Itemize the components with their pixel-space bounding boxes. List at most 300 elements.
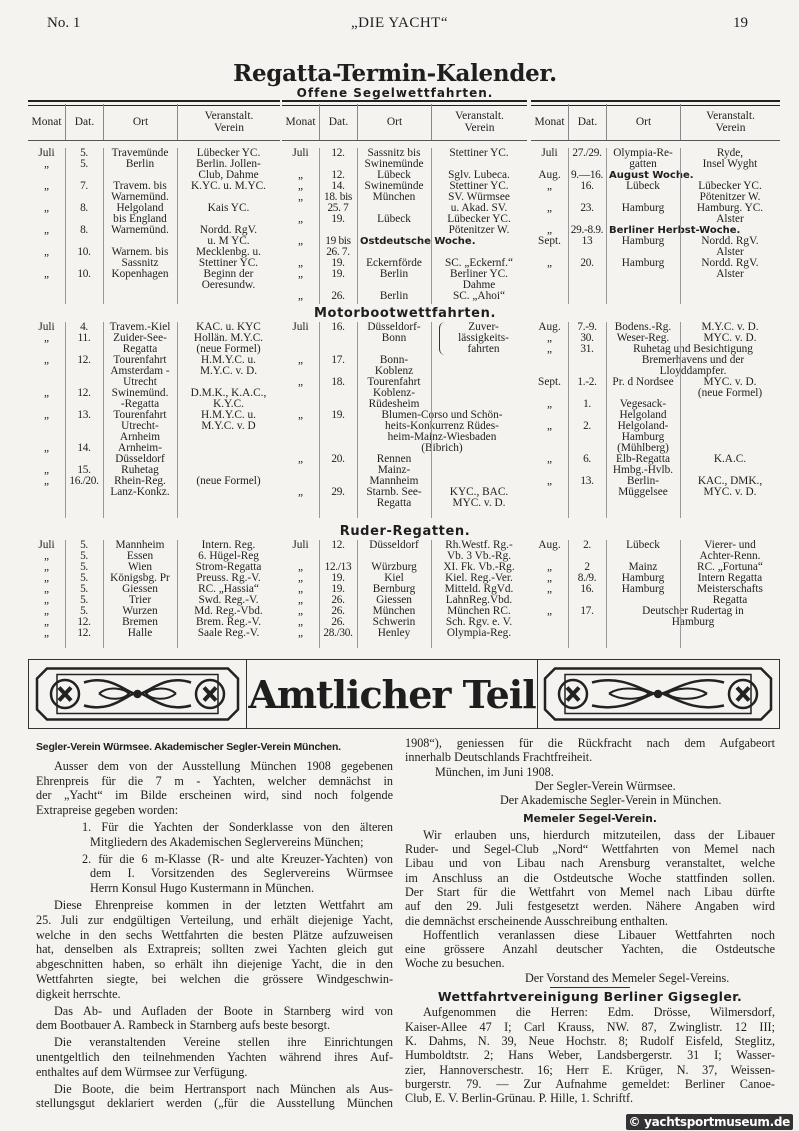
cell-verein: M.Y.C. v. D. xyxy=(701,322,759,333)
cell-datum: 12. xyxy=(77,388,91,399)
cell-ort: Arnheim- Düsseldorf xyxy=(115,443,165,465)
cell-monat: „ xyxy=(297,595,303,606)
header-monat: Monat xyxy=(31,116,62,128)
cell-datum: 5. xyxy=(80,584,88,595)
text-line: Ausser dem von der Ausstellung München 1908 gegebenen xyxy=(54,758,393,773)
cell-verein: Nordd. RgV. Alster xyxy=(701,258,759,280)
cell-verein xyxy=(431,454,527,487)
cell-ort: Königsbg. Pr xyxy=(110,573,170,584)
article-heading: Memeler Segel-Verein. xyxy=(523,813,657,826)
cell-datum: 8. xyxy=(80,203,88,214)
table-header-row xyxy=(28,104,280,141)
text-line: stellungsgut deklariert werden („für die Ausstellung München xyxy=(36,1096,393,1111)
cell-datum: 30. xyxy=(580,333,594,344)
cell-monat: „ xyxy=(297,269,303,280)
cell-ort: Ruhetag xyxy=(121,465,159,476)
cell-datum: 5. xyxy=(80,595,88,606)
column-divider xyxy=(680,148,681,304)
cell-ort: Lübeck xyxy=(626,181,660,192)
cell-verein xyxy=(177,443,280,465)
cell-datum: 19. xyxy=(331,214,345,225)
cell-monat: „ xyxy=(297,236,303,247)
cell-ort: Kopenhagen xyxy=(111,269,169,280)
cell-verein: RC. „Fortuna“ xyxy=(697,562,763,573)
cell-ort: Berlin xyxy=(125,159,155,170)
cell-ort: Tourenfahrt Amsterdam - Utrecht xyxy=(110,355,170,388)
column-divider xyxy=(357,322,358,518)
text-line: Ehrenpreis für die 7 m - Yachten, welcher demnächst in xyxy=(36,773,393,788)
text-line: Diese Ehrenpreise kommen in der letzten Wettfahrt am xyxy=(54,897,393,912)
text-line: im Anschluss an die Ostdeutsche Woche stattfinden sollen. xyxy=(405,870,775,885)
text-line: Hoffentlich veranlassen diese Libauer Wettfahrten noch xyxy=(423,927,775,942)
journal-title: „DIE YACHT“ xyxy=(350,15,448,31)
cell-datum: 12. xyxy=(77,628,91,639)
cell-monat: „ xyxy=(297,291,303,302)
cell-verein xyxy=(680,421,780,454)
cell-monat: Juli xyxy=(292,322,309,333)
cell-ort: Sassnitz bis Swinemünde xyxy=(364,148,424,170)
cell-monat: Aug. xyxy=(538,540,561,551)
cell-monat: „ xyxy=(297,487,303,498)
cell-datum: 16./20. xyxy=(69,476,99,487)
text-line: burgerstr. 79. — Zur Aufnahme gemeldet: Berliner Canoe- xyxy=(405,1076,775,1091)
cell-ort: Helgoland bis England xyxy=(113,203,167,225)
cell-ort: Düsseldorf- Bonn xyxy=(367,322,421,344)
cell-monat: „ xyxy=(546,421,552,432)
paragraph xyxy=(405,1005,775,1105)
text-line: Der Segler-Verein Würmsee. xyxy=(535,778,676,793)
cell-monat: „ xyxy=(546,454,552,465)
cell-datum: 17. xyxy=(580,606,594,617)
header-verein: Veranstalt. Verein xyxy=(177,104,280,140)
cell-datum: 2 xyxy=(584,562,590,573)
cell-datum: 14. xyxy=(77,443,91,454)
text-line: Woche zu besuchen. xyxy=(405,956,505,971)
cell-datum: 19 bis 26. 7. xyxy=(325,236,351,258)
cell-ort: Würzburg xyxy=(371,562,417,573)
cell-monat: „ xyxy=(43,606,49,617)
paragraph xyxy=(36,1035,393,1079)
cell-monat: „ xyxy=(43,595,49,606)
paragraph xyxy=(36,759,393,818)
cell-monat: „ xyxy=(43,181,49,192)
cell-monat: „ xyxy=(297,584,303,595)
cell-monat: „ xyxy=(43,355,49,366)
cell-datum: 13. xyxy=(77,410,91,421)
cell-datum: 18. xyxy=(331,377,345,388)
calendar-title: Regatta-Termin-Kalender. xyxy=(233,60,557,87)
cell-datum: 5. xyxy=(80,573,88,584)
cell-ort: Henley xyxy=(377,628,411,639)
text-line: dem I. Vorsitzenden des Seglervereins Würmsee xyxy=(90,866,393,881)
cell-verein: Stettiner YC. xyxy=(449,181,509,192)
column-divider xyxy=(568,148,569,304)
divider-rule xyxy=(550,987,630,988)
cell-verein: Rh.Westf. Rg.- Vb. 3 Vb.-Rg. xyxy=(445,540,513,562)
cell-verein: Md. Reg.-Vbd. xyxy=(194,606,263,617)
cell-datum: 19. xyxy=(331,584,345,595)
cell-verein: K.YC. u. M.YC. xyxy=(190,181,266,192)
cell-verein: KAC., DMK., MYC. v. D. xyxy=(697,476,763,498)
cell-monat: „ xyxy=(43,628,49,639)
text-line: Extrapreise gegeben worden: xyxy=(36,803,179,818)
text-line: eine grössere Anzahl deutscher Yachten, die Ostdeutsche xyxy=(405,942,775,957)
cell-datum: 6. xyxy=(583,454,591,465)
text-line: Die Boote, die beim Hertransport nach München als Aus- xyxy=(54,1081,393,1096)
column-divider xyxy=(65,540,66,648)
cell-datum: 26. xyxy=(331,595,345,606)
cell-datum: 5. xyxy=(80,159,88,170)
text-line: Wir erlauben uns, hierdurch mitzuteilen, dass der Libauer xyxy=(423,827,775,842)
text-line: Herrn Konsul Hugo Kustermann in München. xyxy=(90,881,315,896)
column-divider xyxy=(680,540,681,648)
cell-monat: Aug. xyxy=(538,322,561,333)
column-divider xyxy=(65,322,66,518)
cell-datum: 29.-8.9. xyxy=(570,225,604,236)
cell-monat: „ xyxy=(43,584,49,595)
cell-monat: „ xyxy=(546,584,552,595)
cell-verein: Kiel. Reg.-Ver. xyxy=(445,573,513,584)
cell-datum: 9.—16. xyxy=(570,170,604,181)
cell-ort: Bremen xyxy=(122,617,158,628)
cell-datum: 27./29. xyxy=(572,148,602,159)
text-line: 2. für die 6 m-Klasse (R- und alte Kreuzer-Yachten) von xyxy=(82,851,393,866)
table-header-row xyxy=(282,104,527,141)
cell-verein: Saale Reg.-V. xyxy=(197,628,260,639)
cell-datum: 8. xyxy=(80,225,88,236)
cell-ort: Trier xyxy=(128,595,152,606)
cell-ort: Olympia-Re- gatten xyxy=(613,148,673,170)
cell-ort: München xyxy=(372,192,416,203)
cell-ort: Travemünde xyxy=(111,148,169,159)
cell-ort: Berlin xyxy=(379,269,409,280)
cell-verein: Mitteld. RgVd. xyxy=(444,584,514,595)
cell-monat: Sept. xyxy=(538,236,561,247)
cell-datum: 12. xyxy=(77,355,91,366)
cell-datum: 31. xyxy=(580,344,594,355)
article-column-right xyxy=(405,736,775,1105)
text-line: Der Vorstand des Memeler Segel-Vereins. xyxy=(525,970,730,985)
cell-verein: Strom-Regatta xyxy=(195,562,262,573)
cell-datum: 5. xyxy=(80,551,88,562)
text-line: K. Dahms, N. 39, Neue Hochstr. 8; Rudolf Eisfeld, Steglitz, xyxy=(405,1033,775,1048)
cell-ort: München xyxy=(372,606,416,617)
cell-verein: KYC., BAC. MYC. v. D. xyxy=(449,487,509,509)
cell-datum: 7. xyxy=(80,181,88,192)
cell-ort: Lübeck xyxy=(377,214,411,225)
cell-ort: Giessen xyxy=(122,584,158,595)
article-heading: Segler-Verein Würmsee. Akademischer Segler-Verein München. xyxy=(36,741,341,753)
ornament-right-icon xyxy=(537,660,779,728)
cell-verein: Nordd. RgV. u. M YC. xyxy=(199,225,258,247)
paragraph xyxy=(36,852,393,896)
cell-verein: MYC. v. D. xyxy=(703,333,757,344)
header-ort: Ort xyxy=(357,104,431,140)
cell-monat: Aug. xyxy=(538,170,561,181)
cell-monat: „ xyxy=(43,465,49,476)
cell-ort: Hamburg xyxy=(621,258,665,269)
text-line: welche in den sechs Wettfahrten die besten Plätze aufzuweisen xyxy=(36,927,393,942)
text-line: Libau und von Libau nach Arensburg veranstaltet, welche xyxy=(405,856,775,871)
cell-monat: Sept. xyxy=(538,377,561,388)
cell-datum: 12. xyxy=(77,617,91,628)
cell-monat: Juli xyxy=(38,148,55,159)
cell-verein: (neue Formel) xyxy=(196,476,261,487)
cell-ort: Wien xyxy=(127,562,152,573)
calendar-block xyxy=(28,540,280,648)
text-line: dem Bootbauer A. Rambeck in Starnberg aufs beste besorgt. xyxy=(36,1018,331,1033)
cell-ort: Vegesack- Helgoland xyxy=(619,399,667,421)
cell-ort: Mannheim xyxy=(115,540,165,551)
cell-datum: 13. xyxy=(580,476,594,487)
article-column-left xyxy=(36,738,393,1113)
section-heading: Motorbootwettfahrten. xyxy=(314,306,496,321)
column-divider xyxy=(357,148,358,304)
text-line: enthaltes auf dem Würmsee zur Verfügung. xyxy=(36,1064,248,1079)
cell-monat: „ xyxy=(43,388,49,399)
cell-ort: Bodens.-Rg. xyxy=(614,322,672,333)
cell-verein: Intern. Reg. xyxy=(201,540,256,551)
cell-event: Blumen-Corso und Schön- heits-Konkurrenz Rüdes- heim-Mainz-Wiesbaden (Bibrich) xyxy=(381,410,503,454)
cell-verein: SC. „Ahoi“ xyxy=(452,291,506,302)
cell-monat: „ xyxy=(43,159,49,170)
cell-verein: XI. Fk. Vb.-Rg. xyxy=(443,562,515,573)
cell-verein: LahnReg.Vbd. xyxy=(445,595,513,606)
cell-ort: Weser-Reg. xyxy=(616,333,670,344)
banner-title: Amtlicher Teil xyxy=(246,660,538,728)
cell-ort: Hamburg xyxy=(621,236,665,247)
cell-ort: Hamburg xyxy=(621,203,665,214)
cell-ort: Mainz xyxy=(628,562,658,573)
column-divider xyxy=(606,540,607,648)
cell-monat: „ xyxy=(546,258,552,269)
cell-datum: 16. xyxy=(580,584,594,595)
cell-datum: 19. xyxy=(331,410,345,421)
cell-monat: „ xyxy=(297,258,303,269)
cell-monat: „ xyxy=(297,606,303,617)
text-line: 25. Juli zur endgültigen Verteilung, und erhält diejenige Yacht, xyxy=(36,912,393,927)
cell-ort: Hamburg xyxy=(621,584,665,595)
cell-ort: Swinemünde xyxy=(364,181,424,192)
cell-verein: Mecklenbg. u. Stettiner YC. xyxy=(196,247,261,269)
cell-ort: Wurzen xyxy=(122,606,158,617)
cell-datum: 12. xyxy=(331,148,345,159)
cell-ort: Zuider-See- Regatta xyxy=(113,333,167,355)
calendar-subtitle-text: Offene Segelwettfahrten. xyxy=(293,86,498,102)
cell-monat: „ xyxy=(297,214,303,225)
calendar-subtitle xyxy=(0,86,790,100)
cell-verein: Berlin. Jollen- Club, Dahme xyxy=(196,159,261,181)
cell-verein: Kais YC. xyxy=(207,203,250,214)
cell-verein: Swd. Reg.-V. xyxy=(198,595,259,606)
column-divider xyxy=(568,322,569,518)
paragraph xyxy=(405,736,775,765)
cell-datum: 2. xyxy=(583,421,591,432)
cell-ort: Düsseldorf xyxy=(369,540,419,551)
cell-monat: „ xyxy=(546,562,552,573)
cell-verein: Stettiner YC. xyxy=(449,148,509,159)
cell-monat: „ xyxy=(546,333,552,344)
cell-ort: Berlin- Müggelsee xyxy=(618,476,668,498)
cell-monat: „ xyxy=(297,170,303,181)
cell-ort: Bernburg xyxy=(372,584,416,595)
text-line: hat, denselben als Extrapreis; sollten zwei Yachten gleich gut xyxy=(36,942,393,957)
paragraph xyxy=(405,793,775,807)
column-divider xyxy=(177,540,178,648)
cell-ort: Bonn- Koblenz xyxy=(374,355,414,377)
cell-datum: 10. xyxy=(77,247,91,258)
column-divider xyxy=(103,322,104,518)
cell-datum: 20. xyxy=(580,258,594,269)
calendar-block xyxy=(28,148,280,304)
column-divider xyxy=(103,148,104,304)
cell-verein xyxy=(177,465,280,476)
cell-ort: Starnb. See- Regatta xyxy=(366,487,422,509)
cell-monat: „ xyxy=(43,247,49,258)
cell-verein: Hollän. M.Y.C. (neue Formel) xyxy=(193,333,264,355)
cell-monat: „ xyxy=(546,225,552,236)
cell-monat: „ xyxy=(43,476,49,487)
text-line: 1. Für die Yachten der Sonderklasse von den älteren xyxy=(82,819,393,834)
cell-verein xyxy=(431,355,527,377)
column-divider xyxy=(680,322,681,518)
cell-datum: 5. xyxy=(80,606,88,617)
cell-datum: 26. xyxy=(331,606,345,617)
cell-verein: München RC. xyxy=(447,606,511,617)
cell-monat: „ xyxy=(297,355,303,366)
cell-verein: Lübecker YC. Pötenitzer W. xyxy=(698,181,762,203)
page-number: 19 xyxy=(733,15,748,31)
amtlicher-teil-banner xyxy=(28,659,780,729)
column-divider xyxy=(431,322,432,518)
cell-verein: Berliner YC. Dahme xyxy=(450,269,508,291)
text-line: abgeschnitten haben, so erhält ihn diejenige Yacht, die in den xyxy=(36,957,393,972)
paragraph xyxy=(405,765,775,779)
cell-event-week: Ostdeutsche Woche. xyxy=(360,236,476,247)
column-divider xyxy=(606,148,607,304)
cell-datum: 20. xyxy=(331,454,345,465)
cell-monat: „ xyxy=(43,617,49,628)
cell-datum: 10. xyxy=(77,269,91,280)
cell-verein xyxy=(680,399,780,421)
cell-verein: 6. Hügel-Reg xyxy=(198,551,259,562)
column-divider xyxy=(357,540,358,648)
cell-monat: „ xyxy=(546,476,552,487)
cell-ort: Halle xyxy=(127,628,153,639)
cell-datum: 11. xyxy=(77,333,91,344)
calendar-block xyxy=(282,540,527,648)
header-monat: Monat xyxy=(285,116,316,128)
calendar-block xyxy=(531,540,780,648)
column-divider xyxy=(568,540,569,648)
cell-ort: Tourenfahrt Koblenz- Rüdesheim xyxy=(367,377,421,410)
text-line: zier, Hannoverschestr. 16; Herr E. Krüger, N. 37, Weissen- xyxy=(405,1062,775,1077)
column-divider xyxy=(606,322,607,518)
column-divider xyxy=(319,540,320,648)
header-datum: Dat. xyxy=(65,104,103,140)
text-line: Ruder- und Segel-Club „Nord“ Wettfahrten von Memel nach xyxy=(405,842,775,857)
column-divider xyxy=(103,540,104,648)
cell-monat: Juli xyxy=(38,540,55,551)
paragraph xyxy=(405,828,775,928)
cell-monat: „ xyxy=(546,203,552,214)
cell-monat: „ xyxy=(297,628,303,639)
text-line: Der Akademische Segler-Verein in München. xyxy=(500,793,722,808)
column-divider xyxy=(431,540,432,648)
cell-ort: Elb-Regatta Hmbg.-Hvlb. xyxy=(612,454,674,476)
cell-datum: 23. xyxy=(580,203,594,214)
text-line: innerhalb Deutschlands Frachtfreiheit. xyxy=(405,750,593,765)
cell-monat: Juli xyxy=(38,322,55,333)
cell-ort: Tourenfahrt Utrecht- Arnheim xyxy=(113,410,167,443)
cell-verein: Zuver- lässigkeits- fahrten xyxy=(439,322,527,355)
cell-event: Deutscher Rudertag in Hamburg xyxy=(642,606,744,628)
cell-monat: „ xyxy=(297,617,303,628)
cell-monat: „ xyxy=(43,551,49,562)
paragraph xyxy=(36,898,393,1002)
text-line: auf den 29. Juli festgesetzt werden. Nähere Angaben wird xyxy=(405,899,775,914)
cell-monat: „ xyxy=(546,399,552,410)
cell-monat: „ xyxy=(43,225,49,236)
cell-datum: 5. xyxy=(80,562,88,573)
cell-ort: Hamburg xyxy=(621,573,665,584)
cell-datum: 1.-2. xyxy=(577,377,597,388)
cell-ort: Travem. bis Warnemünd. xyxy=(111,181,169,203)
cell-ort: Warnemünd. xyxy=(111,225,169,236)
cell-monat: Juli xyxy=(541,148,558,159)
cell-datum: 16. xyxy=(331,322,345,333)
cell-ort: Swinemünd. -Regatta xyxy=(111,388,169,410)
cell-monat: „ xyxy=(546,606,552,617)
cell-monat: „ xyxy=(43,269,49,280)
column-divider xyxy=(177,322,178,518)
cell-ort: Berlin xyxy=(379,291,409,302)
cell-datum: 1. xyxy=(583,399,591,410)
cell-verein: H.M.Y.C. u. M.Y.C. v. D xyxy=(200,410,257,432)
cell-verein: Vierer- und Achter-Renn. xyxy=(699,540,761,562)
cell-ort: Eckernförde xyxy=(366,258,422,269)
cell-monat: „ xyxy=(43,333,49,344)
cell-monat: „ xyxy=(297,192,303,203)
text-line: Humboldtstr. 2; Hans Weber, Landsbergerstr. 31 I; Wasser- xyxy=(405,1048,775,1063)
cell-monat: „ xyxy=(297,562,303,573)
cell-datum: 8./9. xyxy=(577,573,597,584)
cell-monat: „ xyxy=(43,573,49,584)
cell-verein: Intern Regatta xyxy=(697,573,763,584)
cell-event-week: August Woche. xyxy=(609,170,694,181)
header-monat: Monat xyxy=(534,116,565,128)
text-line: Wettfahrten siegte, bei welchen die grössere Windgeschwin- xyxy=(36,971,393,986)
cell-verein: Beginn der Oeresundw. xyxy=(201,269,256,291)
text-line: die demnächst erscheinende Ausschreibung enthalten. xyxy=(405,913,668,928)
cell-verein: RC. „Hassia“ xyxy=(198,584,259,595)
cell-datum: 26. xyxy=(331,617,345,628)
cell-datum: 19. xyxy=(331,573,345,584)
cell-datum: 7.-9. xyxy=(577,322,597,333)
column-divider xyxy=(177,148,178,304)
cell-ort: Pr. d Nordsee xyxy=(612,377,674,388)
cell-monat: „ xyxy=(546,573,552,584)
cell-monat: „ xyxy=(43,203,49,214)
cell-datum: 12. xyxy=(331,170,345,181)
text-line: Der Start für die Wettfahrt von Memel nach Libau dürfte xyxy=(405,884,775,899)
cell-ort: Essen xyxy=(126,551,154,562)
cell-verein: D.M.K., K.A.C., K.Y.C. xyxy=(190,388,267,410)
cell-verein xyxy=(431,377,527,410)
column-divider xyxy=(431,148,432,304)
cell-verein: Hamburg. YC. Alster xyxy=(696,203,764,225)
text-line: Mitgliedern des Akademischen Seglervereins München; xyxy=(90,834,364,849)
